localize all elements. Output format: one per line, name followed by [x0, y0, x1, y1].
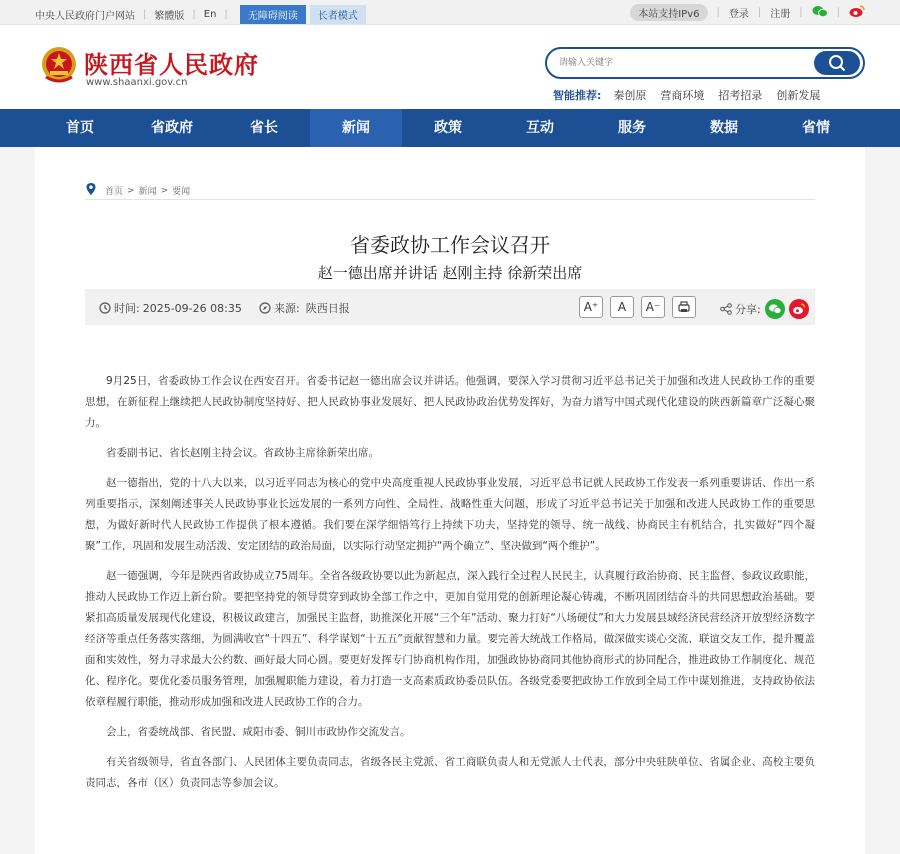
top-utility-bar	[0, 0, 900, 25]
divider: |	[799, 7, 803, 18]
divider: |	[192, 9, 196, 20]
divider: |	[143, 9, 147, 20]
site-name[interactable]: 陕西省人民政府	[84, 50, 259, 79]
nav-item-policy[interactable]: 政策	[434, 120, 462, 136]
article-body	[85, 371, 815, 803]
font-default-button[interactable]: A	[610, 296, 634, 318]
search-icon	[828, 54, 846, 72]
font-increase-button[interactable]: A⁺	[579, 296, 603, 318]
share-label: 分享:	[735, 303, 761, 316]
divider: |	[757, 7, 762, 18]
time-label: 时间:	[114, 302, 140, 315]
share-weibo-icon[interactable]	[789, 299, 809, 319]
search-input[interactable]	[559, 55, 809, 71]
english-link[interactable]: En	[203, 9, 217, 20]
search-box	[545, 47, 865, 79]
register-link[interactable]: 注册	[770, 9, 791, 20]
article-subtitle: 赵一德出席并讲话 赵刚主持 徐新荣出席	[317, 264, 583, 282]
nav-item-interaction[interactable]: 互动	[526, 120, 554, 136]
topbar-left	[35, 5, 366, 24]
site-header	[0, 25, 900, 109]
breadcrumb-sep: >	[127, 185, 135, 196]
source-value: 陕西日报	[305, 302, 350, 315]
weibo-icon[interactable]	[849, 4, 865, 21]
article-paragraph: 有关省级领导，省直各部门、人民团体主要负责同志，省级各民主党派、省工商联负责人和无党派人士代表，部分中央驻陕单位、省属企业、高校主要负责同志，各市（区）负责同志等参加会议。	[85, 756, 815, 789]
time-value: 2025-09-26 08:35	[142, 301, 242, 315]
article-paragraph: 赵一德强调，今年是陕西省政协成立75周年。全省各级政协要以此为新起点，深入践行全过程人民民主，认真履行政治协商、民主监督、参政议政职能，推动人民政协工作迈上新台阶。要把坚持党的领导贯穿到政协全部工作之中，更加自觉用党的创新理论凝心铸魂，不断巩固团结奋斗的共同思想政治基础。要紧扣高质量发展现代化建设，积极议政建言，加强民主监督，助推深化开展“三个年”活动、聚力打好“八场硬仗”和大力发展县域经济民营经济开放型经济数字经济等重点任务落实落细，为圆满收官“十四五”、科学谋划“十五五”贡献智慧和力量。要完善大统战工作格局，做深做实谈心交流、联谊交友工作，提升覆盖面和实效性，努力寻求最大公约数、画好最大同心圆。要更好发挥专门协商机构作用，加强政协协商同其他协商形式的协同配合，推进政协工作制度化、规范化、程序化。要优化委员服务管理，加强履职能力建设，着力打造一支高素质政协委员队伍。各级党委要把政协工作放到全局工作中谋划推进，支持政协依法依章程履行职能，推动形成加强和改进人民政协工作的合力。	[85, 570, 815, 708]
search-button[interactable]	[814, 51, 860, 75]
location-pin-icon	[85, 182, 97, 199]
breadcrumb-sep: >	[160, 185, 169, 196]
breadcrumb-home[interactable]: 首页	[105, 187, 124, 197]
breadcrumb-news[interactable]: 新闻	[138, 187, 157, 197]
central-gov-link[interactable]: 中央人民政府门户网站	[35, 11, 135, 22]
login-link[interactable]: 登录	[728, 9, 749, 20]
article-paragraph: 9月25日，省委政协工作会议在西安召开。省委书记赵一德出席会议并讲话。他强调，要深入学习贯彻习近平总书记关于加强和改进人民政协工作的重要思想，在新征程上继续把人民政协制度坚持好、把人民政协事业发展好、把人民政协政治优势发挥好，为奋力谱写中国式现代化建设的陕西新篇章广泛凝心聚力。	[85, 375, 815, 429]
article-title: 省委政协工作会议召开	[350, 233, 550, 257]
national-emblem-icon	[40, 45, 78, 85]
ipv6-badge: 本站支持IPv6	[630, 4, 707, 21]
smart-recommend-label: 智能推荐:	[553, 89, 602, 102]
printer-icon	[677, 300, 691, 314]
publish-time	[99, 300, 242, 316]
article-meta-bar	[85, 289, 815, 325]
nav-item-data[interactable]: 数据	[710, 120, 738, 136]
compass-icon	[259, 302, 271, 314]
divider: |	[224, 9, 228, 20]
print-button[interactable]	[672, 296, 696, 318]
source-label: 来源:	[274, 302, 300, 315]
share-icon	[720, 303, 732, 315]
nav-item-service[interactable]: 服务	[618, 120, 646, 136]
smart-recommend	[553, 87, 834, 103]
share-wechat-icon[interactable]	[765, 299, 785, 319]
smart-item[interactable]: 秦创原	[613, 89, 647, 102]
site-url: www.shaanxi.gov.cn	[86, 77, 188, 88]
clock-icon	[99, 302, 111, 314]
article-source	[259, 300, 350, 316]
share-area	[720, 299, 809, 319]
nav-item-home[interactable]: 首页	[66, 120, 94, 136]
font-decrease-button[interactable]: A⁻	[641, 296, 665, 318]
nav-item-news[interactable]: 新闻	[310, 109, 402, 147]
smart-item[interactable]: 招考招录	[718, 89, 763, 102]
breadcrumb	[85, 182, 190, 199]
article-card	[35, 147, 865, 854]
article-paragraph: 省委副书记、省长赵刚主持会议。省政协主席徐新荣出席。	[106, 447, 379, 459]
article-paragraph: 会上，省委统战部、省民盟、咸阳市委、铜川市政协作交流发言。	[106, 726, 411, 738]
divider: |	[836, 7, 840, 18]
smart-item[interactable]: 创新发展	[776, 89, 821, 102]
breadcrumb-headlines[interactable]: 要闻	[172, 187, 191, 197]
accessible-reading-button[interactable]: 无障碍阅读	[240, 5, 306, 24]
elder-mode-button[interactable]: 长者模式	[310, 5, 366, 24]
divider: |	[716, 7, 720, 18]
traditional-chinese-link[interactable]: 繁體版	[154, 11, 185, 22]
divider	[85, 199, 815, 200]
wechat-icon[interactable]	[812, 5, 828, 21]
smart-item[interactable]: 营商环境	[660, 89, 705, 102]
nav-item-provincial-gov[interactable]: 省政府	[151, 120, 193, 136]
topbar-right	[630, 4, 865, 21]
nav-item-governor[interactable]: 省长	[250, 120, 278, 136]
article-paragraph: 赵一德指出，党的十八大以来，以习近平同志为核心的党中央高度重视人民政协事业发展，习近平总书记就人民政协工作发表一系列重要讲话、作出一系列重要指示，深刻阐述事关人民政协事业长远发展的一系列方向性、全局性、战略性重大问题，形成了习近平总书记关于加强和改进人民政协工作的重要思想，为做好新时代人民政协工作提供了根本遵循。我们要在深学细悟笃行上持续下功夫，坚持党的领导、统一战线、协商民主有机结合，扎实做好“四个凝聚”工作，巩固和发展生动活泼、安定团结的政治局面，以实际行动坚定拥护“两个确立”、坚决做到“两个维护”。	[85, 477, 815, 552]
main-nav	[0, 109, 900, 147]
nav-item-province-info[interactable]: 省情	[802, 120, 830, 136]
